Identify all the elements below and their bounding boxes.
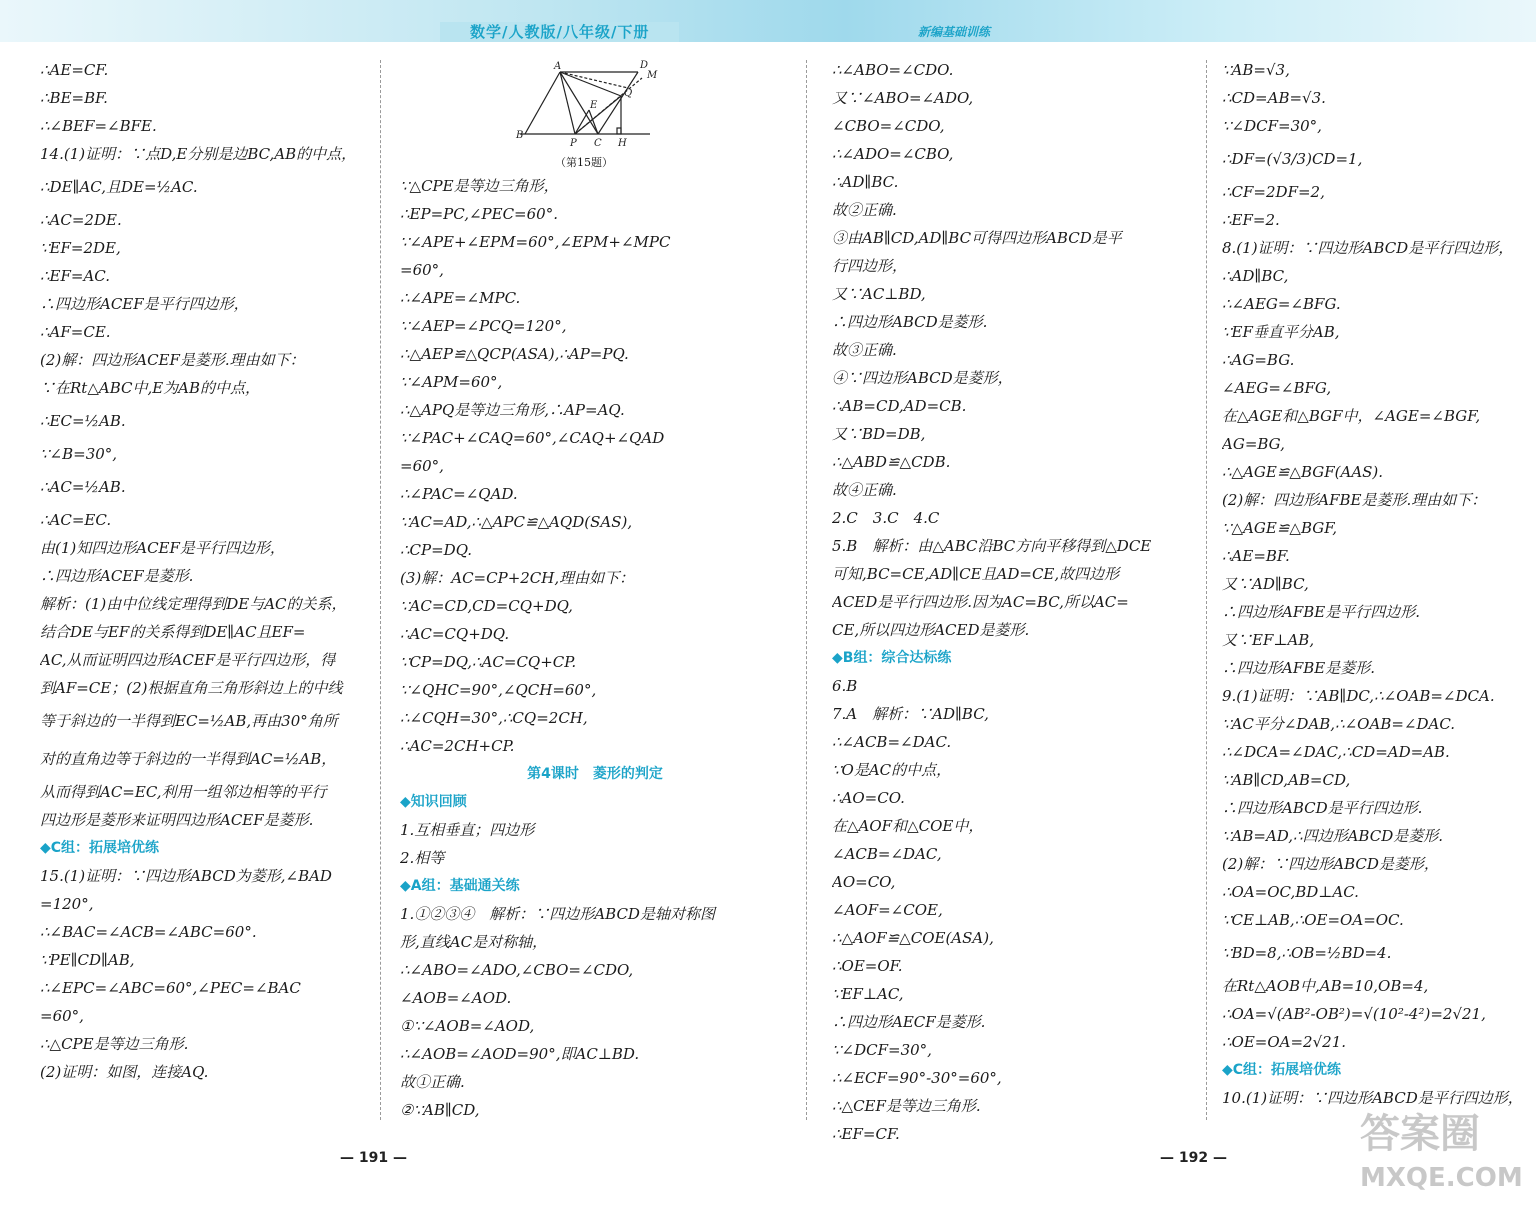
column-3 [832,56,1192,1148]
text-line: ∵AB∥CD,AB=CD, [1222,771,1351,789]
text-line: ∵AC=CD,CD=CQ+DQ, [400,597,573,615]
text-line: ①∵∠AOB=∠AOD, [400,1017,535,1035]
text-line: ∠CBO=∠CDO, [832,117,945,135]
text-line: 故④正确. [832,481,897,499]
figure-line [525,72,560,134]
figure-line [560,72,621,96]
figure-label: E [590,100,598,111]
text-line: ∴四边形ACEF是菱形. [40,567,194,585]
text-line: ∴四边形ACEF是平行四边形， [40,295,249,313]
text-line: 7.A 解析：∵AD∥BC, [832,705,989,723]
text-line: ∵EF⊥AC, [832,985,904,1003]
text-line: 2.相等 [400,849,445,867]
text-line: 又∵∠ABO=∠ADO, [832,89,974,107]
text-line: ∴BE=BF. [40,89,108,107]
text-line: ∴AC=EC. [40,511,112,529]
text-line: ∵AC=AD,∴△APC≌△AQD(SAS), [400,513,633,531]
figure-caption: （第15题） [555,156,613,169]
text-line: ∴∠BEF=∠BFE. [40,117,157,135]
text-line: ∵△CPE是等边三角形， [400,177,559,195]
text-line: ∵AC平分∠DAB,∴∠OAB=∠DAC. [1222,715,1456,733]
text-line: ∵BD=8,∴OB=½BD=4. [1222,944,1392,962]
column-divider [1206,60,1207,1120]
figure-label: A [554,61,562,72]
text-line: (2)证明：如图，连接AQ. [40,1063,209,1081]
text-line: ∴∠ACB=∠DAC. [832,733,952,751]
text-line: 第4课时 菱形的判定 [527,766,663,782]
text-line: ∵△AGE≌△BGF, [1222,519,1338,537]
text-line: ∵AB=√3, [1222,61,1290,79]
text-line: 又∵EF⊥AB, [1222,631,1315,649]
text-line: 可知,BC=CE,AD∥CE且AD=CE,故四边形 [832,565,1120,583]
figure-line [560,72,575,134]
text-line: ∴OE=OA=2√21. [1222,1033,1347,1051]
text-line: 解析：(1)由中位线定理得到DE与AC的关系， [40,595,347,613]
figure-label: D [640,60,649,71]
text-line: 从而得到AC=EC,利用一组邻边相等的平行 [40,783,327,801]
text-line: ∴DE∥AC,且DE=½AC. [40,178,198,196]
text-line: ∴OE=OF. [832,957,903,975]
text-line: ∴∠ADO=∠CBO, [832,145,954,163]
text-line: ∴△CPE是等边三角形. [40,1035,189,1053]
text-line: 又∵AD∥BC, [1222,575,1309,593]
column-divider [806,60,807,1120]
text-line: =60°, [400,261,444,279]
text-line: ∵在Rt△ABC中,E为AB的中点， [40,379,261,397]
watermark-en: MXQE.COM [1360,1163,1523,1193]
text-line: (2)解：∵四边形ABCD是菱形， [1222,855,1439,873]
text-line: ∴EP=PC,∠PEC=60°. [400,205,558,223]
text-line: ∴AE=BF. [1222,547,1290,565]
text-line: ∠ACB=∠DAC, [832,845,942,863]
text-line: ③由AB∥CD,AD∥BC可得四边形ABCD是平 [832,229,1122,247]
text-line: 由(1)知四边形ACEF是平行四边形， [40,539,285,557]
text-line: =60°, [40,1007,84,1025]
text-line: ∴∠ABO=∠ADO,∠CBO=∠CDO, [400,961,634,979]
text-line: 15.(1)证明：∵四边形ABCD为菱形,∠BAD [40,867,332,885]
text-line: ∴AC=½AB. [40,478,126,496]
text-line: ∴∠EPC=∠ABC=60°,∠PEC=∠BAC [40,979,301,997]
text-line: =120°, [40,895,94,913]
text-line: ∴AO=CO. [832,789,905,807]
text-line: AC,从而证明四边形ACEF是平行四边形，得 [40,651,336,669]
text-line: ∴△CEF是等边三角形. [832,1097,981,1115]
text-line: ∠AOF=∠COE, [832,901,943,919]
column-2 [400,172,790,1124]
text-line: ∴AC=2CH+CP. [400,737,515,755]
text-line: ∴∠APE=∠MPC. [400,289,521,307]
geometry-figure [510,58,670,158]
text-line: ◆B组：综合达标练 [832,650,952,666]
text-line: 9.(1)证明：∵AB∥DC,∴∠OAB=∠DCA. [1222,687,1495,705]
text-line: 行四边形， [832,257,908,275]
text-line: ∵∠DCF=30°, [832,1041,932,1059]
text-line: ∴四边形ABCD是平行四边形. [1222,799,1423,817]
text-line: ∵EF=2DE, [40,239,121,257]
text-line: ∵∠APM=60°, [400,373,503,391]
text-line: ∴CP=DQ. [400,541,473,559]
text-line: ∴AF=CE. [40,323,111,341]
text-line: ∴△APQ是等边三角形,∴AP=AQ. [400,401,625,419]
text-line: 10.(1)证明：∵四边形ABCD是平行四边形， [1222,1089,1523,1107]
text-line: 结合DE与EF的关系得到DE∥AC且EF= [40,623,306,641]
page-number-right: — 192 — [1160,1150,1227,1166]
column-4 [1222,56,1528,1112]
text-line: ∴四边形AECF是菱形. [832,1013,986,1031]
text-line: ∴∠ECF=90°-30°=60°, [832,1069,1002,1087]
figure-label: M [647,70,658,81]
text-line: ∵∠PAC+∠CAQ=60°,∠CAQ+∠QAD [400,429,665,447]
figure-label: Q [624,88,633,99]
text-line: ②∵AB∥CD, [400,1101,480,1119]
text-line: ∵∠QHC=90°,∠QCH=60°, [400,681,597,699]
text-line: ∴∠CQH=30°,∴CQ=2CH, [400,709,588,727]
text-line: ∠AEG=∠BFG, [1222,379,1332,397]
text-line: ∴AE=CF. [40,61,109,79]
text-line: ∵∠AEP=∠PCQ=120°, [400,317,567,335]
figure-label: H [618,138,627,149]
text-line: 又∵BD=DB, [832,425,926,443]
text-line: ∴EF=AC. [40,267,111,285]
text-line: ∴△AOF≌△COE(ASA), [832,929,994,947]
text-line: 8.(1)证明：∵四边形ABCD是平行四边形， [1222,239,1514,257]
text-line: ∴四边形AFBE是菱形. [1222,659,1375,677]
text-line: (3)解：AC=CP+2CH,理由如下： [400,569,635,587]
text-line: 1.互相垂直；四边形 [400,821,535,839]
column-divider [380,60,381,1120]
text-line: CE,所以四边形ACED是菱形. [832,621,1030,639]
text-line: 故②正确. [832,201,897,219]
text-line: AG=BG, [1222,435,1285,453]
text-line: ◆C组：拓展培优练 [1222,1062,1342,1078]
text-line: ∵∠APE+∠EPM=60°,∠EPM+∠MPC [400,233,671,251]
text-line: ∵PE∥CD∥AB, [40,951,135,969]
text-line: 对的直角边等于斜边的一半得到AC=½AB， [40,750,337,768]
text-line: ∵∠B=30°, [40,445,118,463]
figure-label: P [570,138,577,149]
text-line: ACED是平行四边形.因为AC=BC,所以AC= [832,593,1129,611]
text-line: ◆C组：拓展培优练 [40,840,160,856]
text-line: ∴EF=CF. [832,1125,900,1143]
text-line: 四边形是菱形来证明四边形ACEF是菱形. [40,811,314,829]
text-line: ∴△AEP≌△QCP(ASA),∴AP=PQ. [400,345,629,363]
text-line: 等于斜边的一半得到EC=½AB,再由30°角所 [40,712,338,730]
text-line: ∴四边形AFBE是平行四边形. [1222,603,1420,621]
header-band [0,0,1536,42]
text-line: 在Rt△AOB中,AB=10,OB=4, [1222,977,1429,995]
text-line: ◆知识回顾 [400,794,467,810]
text-line: 5.B 解析：由△ABC沿BC方向平移得到△DCE [832,537,1152,555]
text-line: ∴∠AEG=∠BFG. [1222,295,1341,313]
watermark-cn: 答案圈 [1360,1111,1480,1157]
text-line: ∵O是AC的中点， [832,761,952,779]
figure-label: B [516,130,524,141]
text-line: ∴四边形ABCD是菱形. [832,313,988,331]
text-line: 在△AOF和△COE中， [832,817,984,835]
text-line: =60°, [400,457,444,475]
text-line: ∠AOB=∠AOD. [400,989,512,1007]
figure-label: C [594,138,602,149]
book-title: 数学/人教版/八年级/下册 [440,22,679,42]
text-line: 故①正确. [400,1073,465,1091]
text-line: ∴∠BAC=∠ACB=∠ABC=60°. [40,923,257,941]
text-line: 故③正确. [832,341,897,359]
text-line: (2)解：四边形AFBE是菱形.理由如下： [1222,491,1487,509]
text-line: 2.C 3.C 4.C [832,509,940,527]
figure-line [598,72,638,134]
text-line: ∴∠DCA=∠DAC,∴CD=AD=AB. [1222,743,1450,761]
text-line: 14.(1)证明：∵点D,E分别是边BC,AB的中点， [40,145,357,163]
text-line: 形,直线AC是对称轴， [400,933,548,951]
watermark [1360,1110,1530,1210]
text-line: ∴△AGE≌△BGF(AAS). [1222,463,1384,481]
text-line: ∴EF=2. [1222,211,1280,229]
text-line: ∴DF=(√3/3)CD=1, [1222,150,1363,168]
text-line: ◆A组：基础通关练 [400,878,520,894]
text-line: ∴∠AOB=∠AOD=90°,即AC⊥BD. [400,1045,640,1063]
right-angle-mark [617,128,621,134]
column-1 [40,56,370,1086]
text-line: ∵AB=AD,∴四边形ABCD是菱形. [1222,827,1444,845]
text-line: ∴OA=OC,BD⊥AC. [1222,883,1359,901]
figure-line [575,110,589,134]
text-line: 到AF=CE；(2)根据直角三角形斜边上的中线 [40,679,343,697]
text-line: ④∵四边形ABCD是菱形， [832,369,1013,387]
text-line: AO=CO, [832,873,896,891]
text-line: ∴∠ABO=∠CDO. [832,61,954,79]
text-line: ∴AB=CD,AD=CB. [832,397,967,415]
text-line: ∵∠DCF=30°, [1222,117,1322,135]
text-line: 又∵AC⊥BD, [832,285,926,303]
page-number-left: — 191 — [340,1150,407,1166]
text-line: 1.①②③④ 解析：∵四边形ABCD是轴对称图 [400,905,715,923]
text-line: ∴AD∥BC, [1222,267,1289,285]
text-line: ∴CF=2DF=2, [1222,183,1325,201]
text-line: ∴△ABD≌△CDB. [832,453,951,471]
text-line: ∵CP=DQ,∴AC=CQ+CP. [400,653,577,671]
text-line: (2)解：四边形ACEF是菱形.理由如下： [40,351,305,369]
text-line: ∴CD=AB=√3. [1222,89,1326,107]
text-line: ∴EC=½AB. [40,412,126,430]
text-line: ∴AC=CQ+DQ. [400,625,510,643]
text-line: 6.B [832,677,858,695]
text-line: ∴AD∥BC. [832,173,899,191]
text-line: ∵CE⊥AB,∴OE=OA=OC. [1222,911,1404,929]
text-line: ∴OA=√(AB²-OB²)=√(10²-4²)=2√21, [1222,1005,1486,1023]
text-line: ∴AG=BG. [1222,351,1295,369]
text-line: ∵EF垂直平分AB, [1222,323,1340,341]
text-line: 在△AGE和△BGF中，∠AGE=∠BGF, [1222,407,1481,425]
book-brand: 新编基础训练 [918,25,991,39]
text-line: ∴∠PAC=∠QAD. [400,485,518,503]
text-line: ∴AC=2DE. [40,211,122,229]
